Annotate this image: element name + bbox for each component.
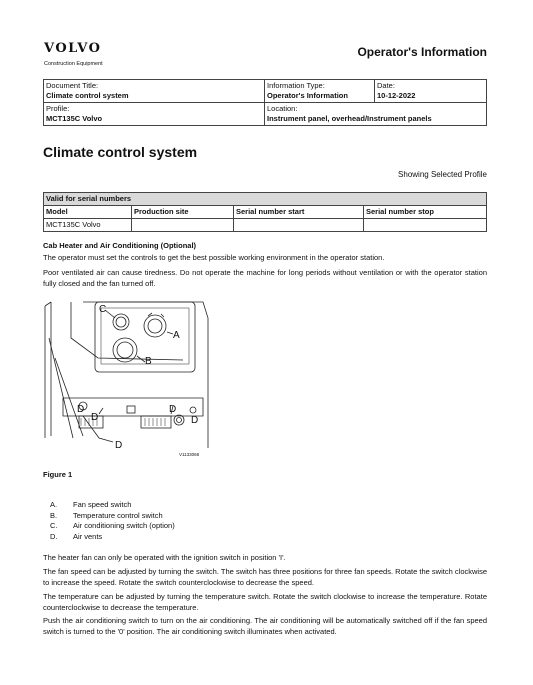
- list-item: [50, 521, 175, 532]
- figure-code: V1133068: [179, 452, 200, 457]
- profile-value: MCT135C Volvo: [46, 114, 103, 123]
- figure-caption: Figure 1: [43, 470, 73, 479]
- figure-label-d5: D: [115, 440, 123, 451]
- location-cell: [265, 103, 487, 126]
- legend-key-b: B.: [50, 510, 58, 520]
- figure-label-c: C: [99, 304, 107, 315]
- figure-legend: [50, 500, 175, 542]
- table-row: [44, 219, 487, 232]
- page-title: Climate control system: [43, 144, 198, 160]
- climate-control-illustration: [43, 298, 213, 460]
- logo-subtitle: Construction Equipment: [44, 61, 103, 67]
- figure-label-b: B: [145, 356, 152, 367]
- legend-key-c: C.: [50, 521, 58, 530]
- cell-serial-stop: [364, 219, 487, 232]
- legend-key-d: D.: [50, 531, 58, 541]
- legend-text-c: Air conditioning switch (option): [73, 521, 175, 530]
- info-type-cell: [265, 80, 375, 103]
- profile-cell: [44, 103, 265, 126]
- col-header-model: Model: [44, 206, 132, 219]
- doc-title-value: Climate control system: [46, 91, 129, 100]
- paragraph-6: Push the air conditioning switch to turn on the air conditioning. The air conditioning will be automatically switched off if the fan speed switch is turned to the '0' position. The air conditioning switch illuminates when activated.: [43, 616, 487, 636]
- paragraph-4: The fan speed can be adjusted by turning the switch. The switch has three positions for three fan speeds. Rotate the switch clockwise to increase the speed. Rotate the switch counterclockwise to decrease the speed.: [43, 567, 487, 587]
- col-header-serial-stop: Serial number stop: [364, 206, 487, 219]
- legend-key-a: A.: [50, 500, 58, 509]
- profile-label: Profile:: [46, 104, 70, 113]
- info-type-label: Information Type:: [267, 81, 325, 90]
- serial-number-table: [43, 192, 487, 232]
- col-header-serial-start: Serial number start: [234, 206, 364, 219]
- location-value: Instrument panel, overhead/Instrument panels: [267, 114, 432, 123]
- paragraph-1: The operator must set the controls to get the best possible working environment in the operator station.: [43, 253, 385, 262]
- date-value: 10-12-2022: [377, 91, 416, 100]
- cell-serial-start: [234, 219, 364, 232]
- section-heading: Cab Heater and Air Conditioning (Optional): [43, 241, 197, 250]
- paragraph-5: The temperature can be adjusted by turning the temperature switch. Rotate the switch clockwise to increase the temperature. Rotate counterclockwise to decrease the temperature.: [43, 592, 487, 612]
- doc-title-cell: [44, 80, 265, 103]
- list-item: [50, 511, 175, 522]
- volvo-logo: VOLVO: [44, 41, 102, 56]
- figure-label-d3: D: [169, 404, 177, 415]
- header-title: Operator's Information: [357, 45, 487, 59]
- info-type-value: Operator's Information: [267, 91, 348, 100]
- document-info-table: [43, 79, 487, 126]
- paragraph-3: The heater fan can only be operated with the ignition switch in position 'I'.: [43, 553, 286, 562]
- date-cell: [375, 80, 487, 103]
- figure-label-d2: D: [91, 412, 99, 423]
- figure-label-d1: D: [77, 404, 85, 415]
- legend-text-b: Temperature control switch: [73, 510, 163, 520]
- col-header-production-site: Production site: [132, 206, 234, 219]
- list-item: [50, 532, 175, 543]
- date-label: Date:: [377, 81, 395, 90]
- profile-note: Showing Selected Profile: [398, 170, 487, 179]
- cell-model: MCT135C Volvo: [44, 219, 132, 232]
- location-label: Location:: [267, 104, 298, 113]
- serial-table-caption: Valid for serial numbers: [44, 193, 487, 206]
- paragraph-2: Poor ventilated air can cause tiredness. Do not operate the machine for long periods without ventilation or with the operator station fully closed and the fan turned off.: [43, 268, 487, 288]
- list-item: [50, 500, 175, 511]
- cell-production-site: [132, 219, 234, 232]
- legend-text-a: Fan speed switch: [73, 500, 132, 509]
- figure-label-a: A: [173, 330, 180, 341]
- figure-label-d4: D: [191, 415, 199, 426]
- doc-title-label: Document Title:: [46, 81, 99, 90]
- legend-text-d: Air vents: [73, 531, 103, 541]
